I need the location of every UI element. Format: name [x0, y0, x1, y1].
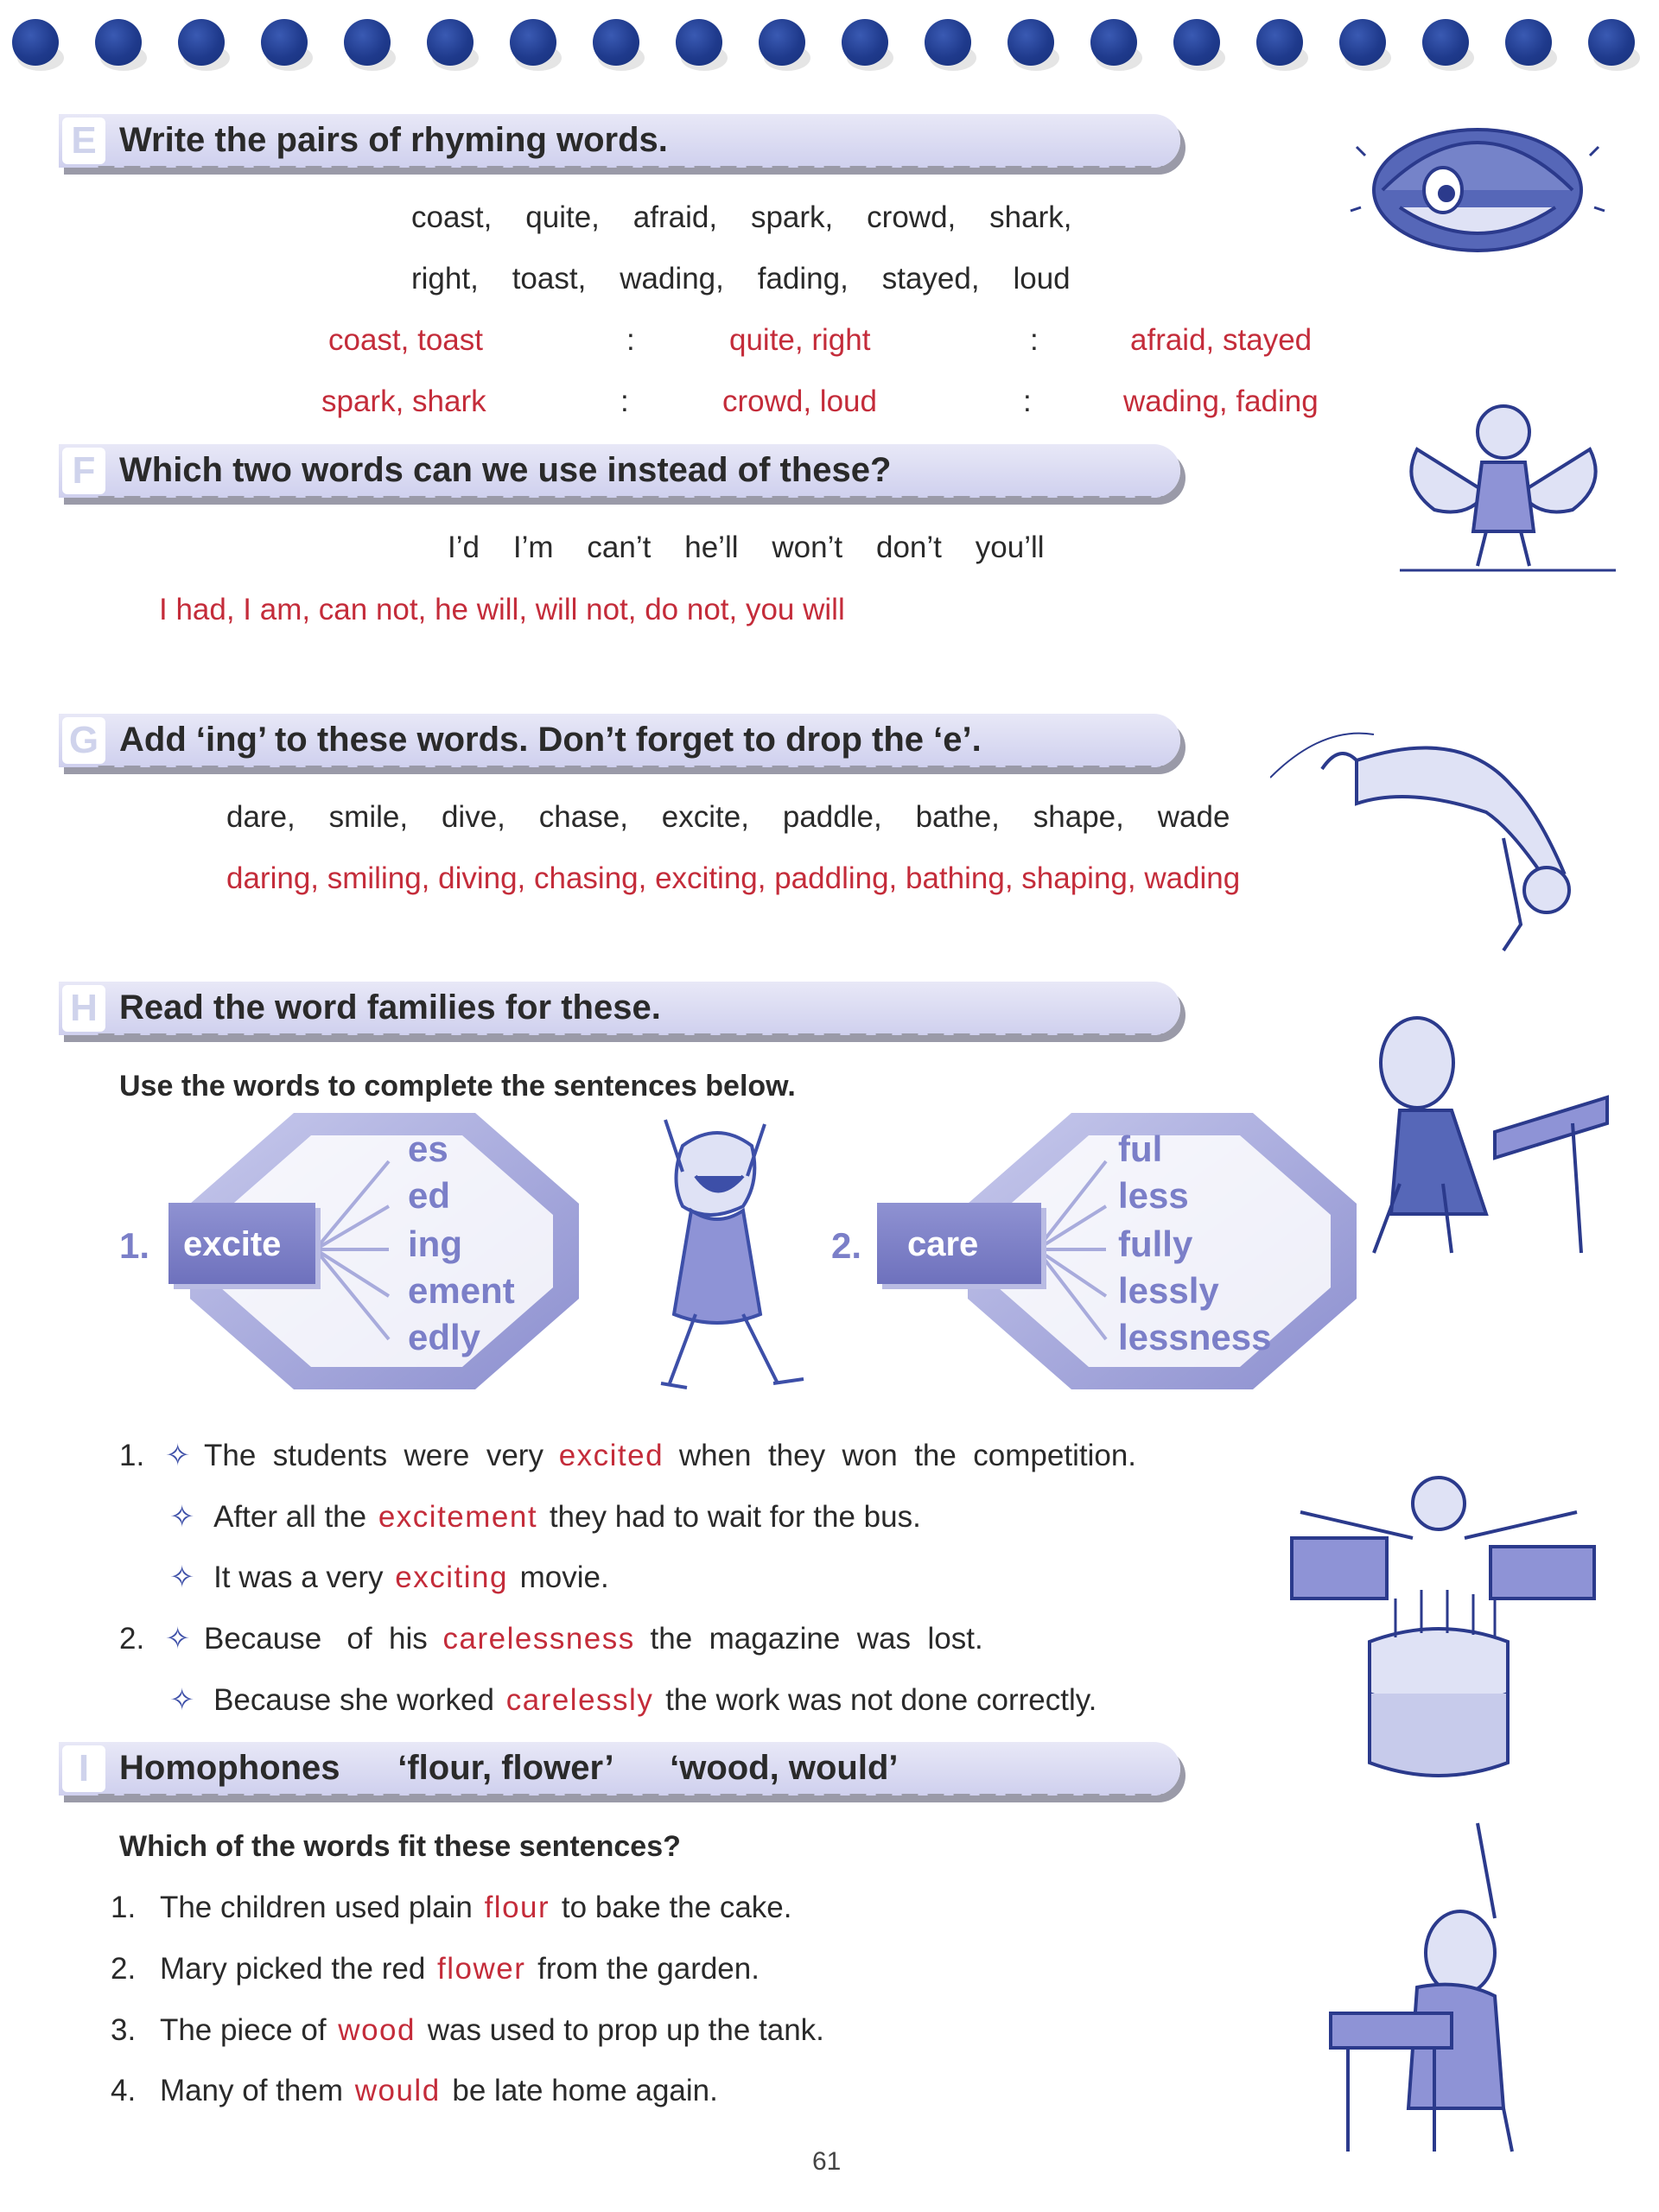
homophone-instruction: Which of the words fit these sentences?	[119, 1830, 681, 1863]
dot	[759, 19, 805, 66]
sentence-row	[119, 1439, 1136, 1473]
rhyme-words-line-1: coast, quite, afraid, spark, crowd, shark,	[411, 200, 1072, 234]
turtle-illustration	[1348, 86, 1607, 259]
page-number: 61	[812, 2147, 842, 2176]
girl-with-birthday-cake-illustration	[1274, 1469, 1611, 1789]
answer-pair: coast, toast	[328, 323, 483, 357]
sentence-text: the magazine was lost.	[650, 1622, 983, 1656]
sentence-text: Because she worked	[213, 1683, 494, 1717]
suffix: ed	[408, 1175, 451, 1216]
answer-word: excited	[558, 1439, 664, 1472]
dot	[1173, 19, 1220, 66]
star-bullet-icon: ✧	[164, 1622, 191, 1656]
answer-word: exciting	[395, 1560, 508, 1594]
sentence-row	[169, 1560, 609, 1595]
answer-word: carelessness	[442, 1622, 635, 1656]
homophone-sentence	[111, 2074, 718, 2108]
section-letter: F	[62, 448, 105, 494]
sentence-row	[119, 1622, 983, 1656]
separator: :	[620, 385, 629, 418]
star-bullet-icon: ✧	[164, 1439, 191, 1472]
separator: :	[1023, 385, 1032, 418]
ing-words: dare, smile, dive, chase, excite, paddle, bathe, shape, wade	[226, 800, 1230, 834]
answer-word: wood	[338, 2013, 416, 2047]
answer-pair: spark, shark	[321, 385, 486, 418]
rhyme-words-line-2: right, toast, wading, fading, stayed, loud	[411, 262, 1071, 296]
suffix: lessness	[1118, 1317, 1272, 1357]
suffix: edly	[408, 1317, 481, 1357]
contraction-words: I’d I’m can’t he’ll won’t don’t you’ll	[448, 531, 1045, 564]
answer-pair: wading, fading	[1123, 385, 1319, 418]
section-letter: I	[62, 1745, 105, 1792]
answer-word: flower	[437, 1952, 526, 1986]
dot	[1256, 19, 1303, 66]
dot	[925, 19, 971, 66]
root-word: care	[907, 1225, 979, 1263]
section-i-header	[59, 1742, 1180, 1806]
star-bullet-icon: ✧	[169, 1683, 195, 1717]
suffix: ement	[408, 1270, 515, 1311]
header-scallop	[93, 166, 1165, 181]
sentence-text: movie.	[519, 1560, 609, 1594]
answer-word: would	[354, 2074, 441, 2107]
dot	[261, 19, 308, 66]
answer-pair: afraid, stayed	[1130, 323, 1313, 357]
section-title: Homophones ‘flour, flower’ ‘wood, would’	[119, 1749, 899, 1787]
contraction-answer: I had, I am, can not, he will, will not, do not, you will	[159, 593, 845, 626]
section-title: Read the word families for these.	[119, 988, 661, 1027]
sentence-text: when they won the competition.	[678, 1439, 1137, 1472]
sentence-number: 1.	[111, 1891, 137, 1924]
sentence-row	[169, 1683, 1096, 1718]
dot	[344, 19, 391, 66]
homophone-sentence	[111, 1891, 791, 1925]
section-h-header	[59, 982, 1180, 1046]
sentence-text: After all the	[213, 1500, 367, 1534]
sentence-number: 2.	[111, 1952, 137, 1986]
sentence-text: The students were very	[204, 1439, 543, 1472]
answer-word: carelessly	[505, 1683, 654, 1717]
header-scallop	[93, 1794, 1165, 1809]
sentence-text: to bake the cake.	[561, 1891, 792, 1924]
header-scallop	[93, 766, 1165, 781]
section-letter: G	[62, 717, 105, 764]
sentence-number: 4.	[111, 2074, 137, 2107]
word-family-instruction: Use the words to complete the sentences below.	[119, 1070, 796, 1103]
section-title: Add ‘ing’ to these words. Don’t forget to drop the ‘e’.	[119, 721, 982, 759]
suffix: ful	[1118, 1128, 1163, 1169]
section-f-header	[59, 444, 1180, 508]
decorative-dots-row	[12, 19, 1654, 79]
separator: :	[1030, 323, 1039, 357]
root-word: excite	[183, 1225, 282, 1263]
dot	[1007, 19, 1054, 66]
dot	[1505, 19, 1552, 66]
sentence-text: the work was not done correctly.	[665, 1683, 1097, 1717]
sentence-number: 3.	[111, 2013, 137, 2047]
sentence-text: Mary picked the red	[159, 1952, 426, 1986]
section-title: Which two words can we use instead of these?	[119, 451, 892, 489]
cheering-boy-illustration	[613, 1111, 821, 1405]
answer-pair: crowd, loud	[722, 385, 877, 418]
section-letter: H	[62, 985, 105, 1032]
star-bullet-icon: ✧	[169, 1500, 195, 1534]
header-scallop	[93, 496, 1165, 512]
section-g-header	[59, 714, 1180, 778]
suffix: lessly	[1118, 1270, 1219, 1311]
sentence-text: It was a very	[213, 1560, 384, 1594]
dot	[1090, 19, 1137, 66]
family-number: 2.	[831, 1225, 862, 1266]
dot	[676, 19, 722, 66]
suffix: es	[408, 1128, 448, 1169]
startled-boy-illustration	[1382, 380, 1624, 579]
star-bullet-icon: ✧	[169, 1560, 195, 1594]
answer-pair: quite, right	[729, 323, 871, 357]
sentence-number: 2.	[119, 1622, 145, 1656]
sentence-text: Because of his	[204, 1622, 428, 1656]
dot	[842, 19, 888, 66]
section-e-header	[59, 114, 1180, 178]
sentence-text: was used to prop up the tank.	[427, 2013, 824, 2047]
excited-man-at-table-illustration	[1322, 994, 1616, 1270]
sentence-number: 1.	[119, 1439, 145, 1472]
dot	[427, 19, 474, 66]
family-number: 1.	[119, 1225, 150, 1266]
sentence-text: be late home again.	[452, 2074, 718, 2107]
suffix: ing	[408, 1224, 462, 1264]
sentence-text: they had to wait for the bus.	[549, 1500, 921, 1534]
diving-swimmer-illustration	[1270, 709, 1616, 959]
sentence-text: The children used plain	[159, 1891, 473, 1924]
dot	[593, 19, 639, 66]
sentence-text: from the garden.	[537, 1952, 760, 1986]
dot	[1422, 19, 1469, 66]
sentence-row	[169, 1500, 921, 1535]
suffix: less	[1118, 1175, 1189, 1216]
suffix: fully	[1118, 1224, 1193, 1264]
header-scallop	[93, 1033, 1165, 1049]
section-title: Write the pairs of rhyming words.	[119, 121, 668, 159]
dot	[178, 19, 225, 66]
answer-word: flour	[484, 1891, 550, 1924]
dot	[12, 19, 59, 66]
answer-word: excitement	[378, 1500, 538, 1534]
homophone-sentence	[111, 1952, 760, 1986]
girl-raising-hand-illustration	[1322, 1815, 1581, 2160]
sentence-text: The piece of	[159, 2013, 327, 2047]
separator: :	[626, 323, 635, 357]
sentence-text: Many of them	[159, 2074, 343, 2107]
ing-answer: daring, smiling, diving, chasing, exciting, paddling, bathing, shaping, wading	[226, 861, 1241, 895]
homophone-sentence	[111, 2013, 824, 2048]
dot	[95, 19, 142, 66]
dot	[1588, 19, 1635, 66]
dot	[510, 19, 556, 66]
section-letter: E	[62, 118, 105, 164]
dot	[1339, 19, 1386, 66]
